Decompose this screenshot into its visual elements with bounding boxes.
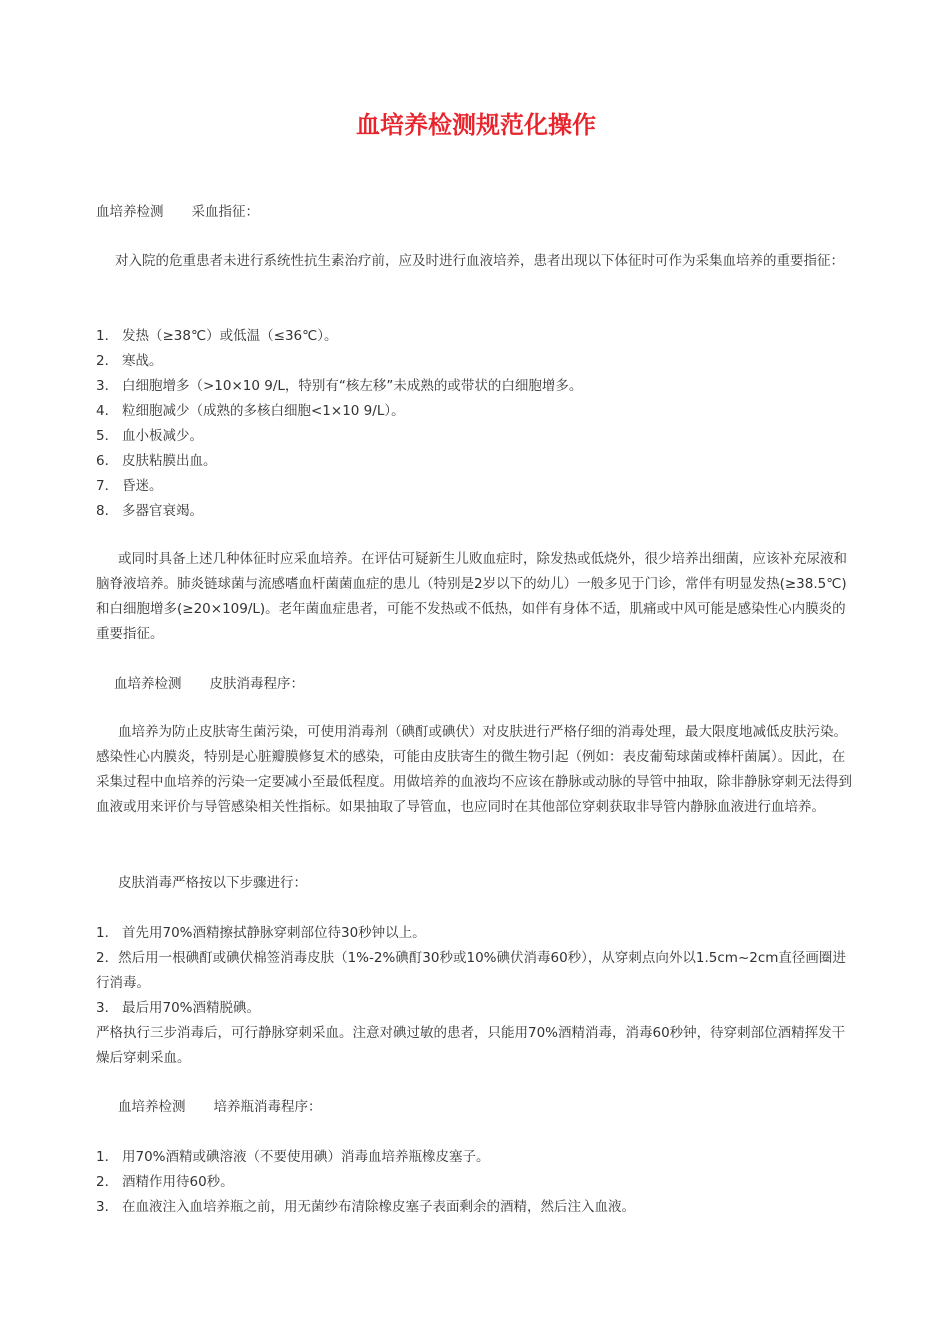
section1-heading-right: 采血指征：: [191, 204, 259, 220]
list-item-text: 多器官衰竭。: [122, 503, 203, 519]
list-item: [96, 996, 856, 1021]
list-item: [96, 946, 856, 996]
list-item-number: 3．: [96, 1199, 119, 1215]
list-item-number: 2．: [96, 950, 119, 966]
list-item-number: 2．: [96, 353, 119, 369]
section2-heading-left: 血培养检测: [114, 676, 182, 692]
list-item: [96, 324, 856, 349]
section1-intro: 对入院的危重患者未进行系统性抗生素治疗前，应及时进行血液培养，患者出现以下体征时可作为采集血培养的重要指征：: [115, 253, 844, 269]
list-item-number: 1．: [96, 328, 119, 344]
list-item-text: 用70%酒精或碘溶液（不要使用碘）消毒血培养瓶橡皮塞子。: [122, 1149, 490, 1165]
section3-heading: [96, 1095, 856, 1120]
skin-disinfection-steps: [96, 921, 856, 1071]
section2-paragraph: 血培养为防止皮肤寄生菌污染，可使用消毒剂（碘酊或碘伏）对皮肤进行严格仔细的消毒处理，最大限度地减低皮肤污染。感染性心内膜炎，特别是心脏瓣膜修复术的感染，可能由皮肤寄生的微生物引起（例如：表皮葡萄球菌或棒杆菌属）。因此，在采集过程中血培养的污染一定要减小至最低程度。用做培养的血液均不应该在静脉或动脉的导管中抽取，除非静脉穿刺无法得到血液或用来评价与导管感染相关性指标。如果抽取了导管血，也应同时在其他部位穿刺获取非导管内静脉血液进行血培养。: [96, 724, 852, 815]
list-item-text: 皮肤粘膜出血。: [122, 453, 217, 469]
indication-list: [96, 324, 856, 524]
section2-note: 严格执行三步消毒后，可行静脉穿刺采血。注意对碘过敏的患者，只能用70%酒精消毒，消毒60秒钟，待穿刺部位酒精挥发干燥后穿刺采血。: [96, 1025, 846, 1066]
list-item: [96, 374, 856, 399]
list-item: [96, 499, 856, 524]
list-item: [96, 399, 856, 424]
bottle-disinfection-steps: [96, 1145, 856, 1220]
section2-heading-right: 皮肤消毒程序：: [209, 676, 304, 692]
list-item: [96, 1170, 856, 1195]
list-item-text: 最后用70%酒精脱碘。: [122, 1000, 261, 1016]
list-item-text: 首先用70%酒精擦拭静脉穿刺部位待30秒钟以上。: [122, 925, 426, 941]
section3-heading-left: 血培养检测: [118, 1099, 186, 1115]
section3-heading-right: 培养瓶消毒程序：: [213, 1099, 322, 1115]
list-item-number: 3．: [96, 378, 119, 394]
list-item: [96, 474, 856, 499]
section1-paragraph: 或同时具备上述几种体征时应采血培养。在评估可疑新生儿败血症时，除发热或低烧外，很少培养出细菌，应该补充尿液和脑脊液培养。肺炎链球菌与流感嗜血杆菌菌血症的患儿（特别是2岁以下的幼儿）一般多见于门诊，常伴有明显发热(≥38.5℃)和白细胞增多(≥20×109/L)。老年菌血症患者，可能不发热或不低热，如伴有身体不适，肌痛或中风可能是感染性心内膜炎的重要指征。: [96, 551, 847, 642]
section2-steps-intro: 皮肤消毒严格按以下步骤进行：: [118, 875, 307, 891]
list-item: [96, 1195, 856, 1220]
list-item-text: 白细胞增多（>10×10 9/L，特别有“核左移”未成熟的或带状的白细胞增多。: [122, 378, 583, 394]
list-item-number: 6．: [96, 453, 119, 469]
list-item-number: 1．: [96, 1149, 119, 1165]
list-item: [96, 1145, 856, 1170]
list-item-text: 然后用一根碘酊或碘伏棉签消毒皮肤（1%-2%碘酊30秒或10%碘伏消毒60秒），从穿刺点向外以1.5cm~2cm直径画圈进行消毒。: [96, 950, 846, 991]
list-item-number: 8．: [96, 503, 119, 519]
section1-heading-left: 血培养检测: [96, 204, 164, 220]
list-item-text: 在血液注入血培养瓶之前，用无菌纱布清除橡皮塞子表面剩余的酒精，然后注入血液。: [122, 1199, 635, 1215]
document-title: 血培养检测规范化操作: [356, 111, 596, 139]
section2-heading: [96, 672, 856, 697]
list-item-number: 3．: [96, 1000, 119, 1016]
list-item: [96, 921, 856, 946]
list-item: [96, 424, 856, 449]
section1-heading: [96, 200, 856, 225]
list-item-text: 昏迷。: [122, 478, 163, 494]
list-item-number: 1．: [96, 925, 119, 941]
list-item-text: 寒战。: [122, 353, 163, 369]
list-item-number: 7．: [96, 478, 119, 494]
list-item: [96, 349, 856, 374]
list-item-text: 酒精作用待60秒。: [122, 1174, 234, 1190]
list-item-text: 粒细胞减少（成熟的多核白细胞<1×10 9/L）。: [122, 403, 405, 419]
list-item-text: 血小板减少。: [122, 428, 203, 444]
list-item-text: 发热（≥38℃）或低温（≤36℃）。: [122, 328, 338, 344]
list-item-number: 2．: [96, 1174, 119, 1190]
list-item-number: 4．: [96, 403, 119, 419]
list-item-number: 5．: [96, 428, 119, 444]
list-item: [96, 449, 856, 474]
